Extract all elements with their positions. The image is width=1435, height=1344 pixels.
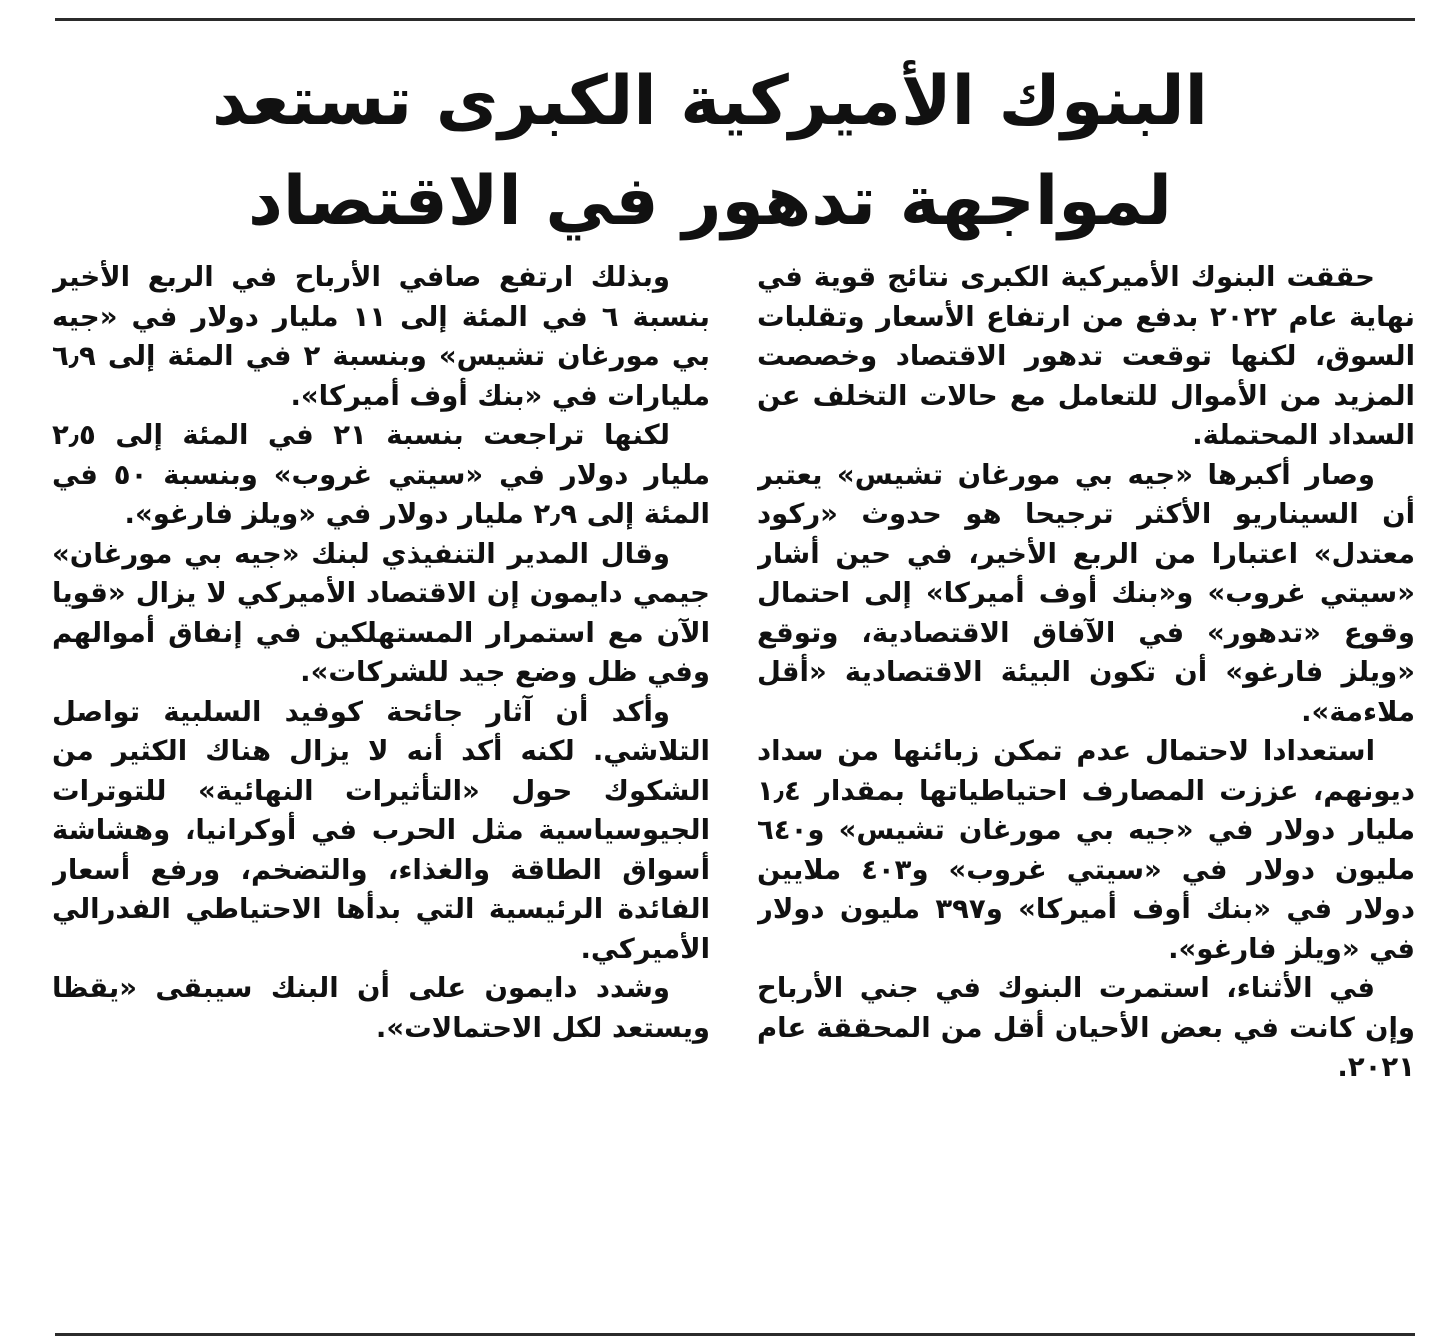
paragraph: وقال المدير التنفيذي لبنك «جيه بي مورغان» جيمي دايمون إن الاقتصاد الأميركي لا يزال «قويا الآن مع استمرار المستهلكين في إنفاق أموالهم وفي ظل وضع جيد للشركات». <box>52 537 710 688</box>
paragraph: وشدد دايمون على أن البنك سيبقى «يقظا ويستعد لكل الاحتمالات». <box>52 972 710 1044</box>
paragraph: وصار أكبرها «جيه بي مورغان تشيس» يعتبر أن السيناريو الأكثر ترجيحا هو حدوث «ركود معتدل» اعتبارا من الربع الأخير، في حين أشار «سيتي غروب» و«بنك أوف أميركا» إلى احتمال وقوع «تدهور» في الآفاق الاقتصادية، وتوقع «ويلز فارغو» أن تكون البيئة الاقتصادية «أقل ملاءمة». <box>757 458 1415 728</box>
article-column-left <box>52 258 710 1318</box>
bottom-rule <box>55 1333 1415 1336</box>
headline-line-1: البنوك الأميركية الكبرى تستعد <box>212 62 1208 141</box>
paragraph: لكنها تراجعت بنسبة ٢١ في المئة إلى ٢٫٥ مليار دولار في «سيتي غروب» وبنسبة ٥٠ في المئة إلى ٢٫٩ مليار دولار في «ويلز فارغو». <box>52 419 710 530</box>
paragraph: حققت البنوك الأميركية الكبرى نتائج قوية في نهاية عام ٢٠٢٢ بدفع من ارتفاع الأسعار وتقلبات السوق، لكنها توقعت تدهور الاقتصاد وخصصت المزيد من الأموال للتعامل مع حالات التخلف عن السداد المحتملة. <box>757 261 1415 451</box>
top-rule <box>55 18 1415 21</box>
paragraph: استعدادا لاحتمال عدم تمكن زبائنها من سداد ديونهم، عززت المصارف احتياطياتها بمقدار ١٫٤ مليار دولار في «جيه بي مورغان تشيس» و٦٤٠ مليون دولار في «سيتي غروب» و٤٠٣ ملايين دولار في «بنك أوف أميركا» و٣٩٧ مليون دولار في «ويلز فارغو». <box>757 735 1415 965</box>
article-column-right <box>757 258 1415 1318</box>
headline-line-2: لمواجهة تدهور في الاقتصاد <box>248 162 1172 241</box>
paragraph: في الأثناء، استمرت البنوك في جني الأرباح وإن كانت في بعض الأحيان أقل من المحققة عام ٢٠٢١. <box>757 972 1415 1083</box>
paragraph: وأكد أن آثار جائحة كوفيد السلبية تواصل التلاشي. لكنه أكد أنه لا يزال هناك الكثير من الشكوك حول «التأثيرات النهائية» للتوترات الجيوسياسية مثل الحرب في أوكرانيا، وهشاشة أسواق الطاقة والغذاء، والتضخم، ورفع أسعار الفائدة الرئيسية التي بدأها الاحتياطي الفدرالي الأميركي. <box>52 695 710 965</box>
paragraph: وبذلك ارتفع صافي الأرباح في الربع الأخير بنسبة ٦ في المئة إلى ١١ مليار دولار في «جيه بي مورغان تشيس» وبنسبة ٢ في المئة إلى ٦٫٩ مليارات في «بنك أوف أميركا». <box>52 261 710 412</box>
article-headline <box>60 52 1360 252</box>
